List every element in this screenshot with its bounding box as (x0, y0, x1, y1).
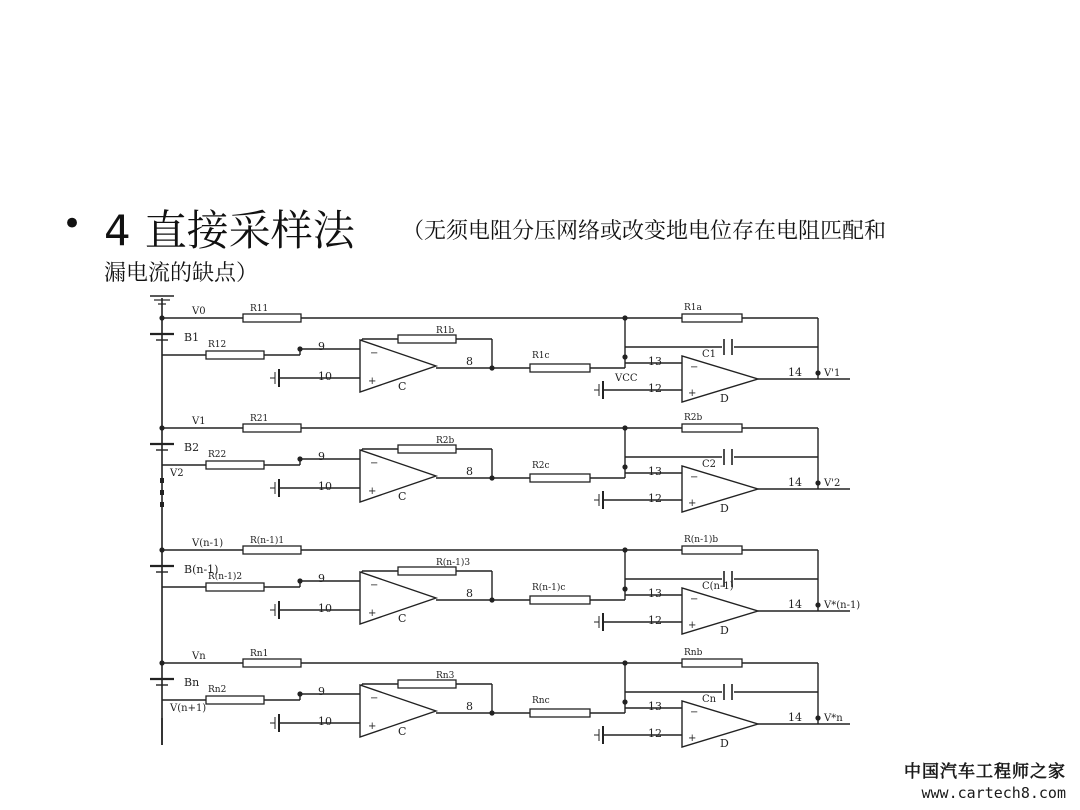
op-amp-plus: + (368, 376, 377, 387)
pin-8-label: 8 (466, 587, 473, 600)
pin-10-label: 10 (318, 602, 332, 615)
op-amp-plus: + (368, 721, 377, 732)
heading-note-line1: （无须电阻分压网络或改变地电位存在电阻匹配和 (402, 219, 887, 244)
heading-number: 4 (104, 206, 131, 255)
op-amp-d-label: D (720, 392, 729, 405)
bullet-marker: • (62, 204, 83, 244)
resistor-out (530, 709, 590, 717)
watermark-site-name: 中国汽车工程师之家 (904, 762, 1066, 782)
op-amp-minus: − (370, 580, 379, 591)
resistor-feedback-c (398, 567, 456, 575)
junction-dot (622, 354, 627, 359)
resistor-a (243, 546, 301, 554)
resistor-feedback-c-label: R2b (436, 436, 455, 446)
sense-voltage-label: V(n+1) (170, 703, 207, 714)
resistor-a (243, 314, 301, 322)
output-voltage-label: V'2 (824, 478, 841, 489)
pin-12-label: 12 (648, 382, 662, 395)
pin-9-label: 9 (318, 572, 325, 585)
junction-dot (489, 710, 494, 715)
pin-9-label: 9 (318, 450, 325, 463)
pin-12-label: 12 (648, 727, 662, 740)
resistor-b-label: R(n-1)2 (208, 572, 243, 582)
resistor-b (206, 696, 264, 704)
pin-14-label: 14 (788, 366, 802, 379)
resistor-out-label: R1c (532, 351, 550, 361)
junction-dot (622, 547, 627, 552)
capacitor-label: C2 (702, 459, 717, 470)
resistor-a-label: R(n-1)1 (250, 536, 285, 546)
battery-label: Bn (184, 676, 200, 689)
heading-text: 直接采样法 (144, 206, 355, 255)
resistor-b-label: R12 (208, 340, 227, 350)
op-amp-plus: + (688, 388, 697, 399)
capacitor-label: C(n-1) (702, 581, 734, 592)
battery-label: B(n-1) (184, 563, 219, 576)
resistor-out-label: R2c (532, 461, 550, 471)
input-voltage-label: V(n-1) (192, 538, 224, 549)
heading-note-line2: 漏电流的缺点） (104, 261, 259, 286)
op-amp-plus: + (368, 486, 377, 497)
continuation-dot (160, 478, 164, 483)
junction-dot (622, 699, 627, 704)
junction-dot (622, 425, 627, 430)
resistor-out-label: R(n-1)c (532, 583, 566, 593)
op-amp-minus: − (690, 472, 699, 483)
output-voltage-label: V*n (824, 713, 843, 724)
pin-13-label: 13 (648, 587, 662, 600)
input-voltage-label: V1 (192, 416, 206, 427)
resistor-a (243, 424, 301, 432)
output-voltage-label: V'1 (824, 368, 841, 379)
op-amp-c-label: C (398, 490, 407, 503)
junction-dot (622, 464, 627, 469)
watermark (904, 757, 1066, 802)
resistor-feedback-d-label: R2b (684, 413, 703, 423)
junction-dot (489, 597, 494, 602)
resistor-feedback-c (398, 335, 456, 343)
pin-14-label: 14 (788, 476, 802, 489)
resistor-feedback-d-label: Rnb (684, 648, 703, 658)
pin-14-label: 14 (788, 711, 802, 724)
resistor-a-label: R21 (250, 414, 269, 424)
continuation-dot (160, 502, 164, 507)
resistor-feedback-d (682, 424, 742, 432)
resistor-feedback-d (682, 314, 742, 322)
junction-dot (297, 691, 302, 696)
op-amp-c-label: C (398, 725, 407, 738)
pin-10-label: 10 (318, 715, 332, 728)
op-amp-plus: + (688, 733, 697, 744)
resistor-feedback-d-label: R(n-1)b (684, 535, 719, 545)
resistor-feedback-c (398, 445, 456, 453)
resistor-feedback-c-label: R1b (436, 326, 455, 336)
resistor-a (243, 659, 301, 667)
vcc-label: VCC (615, 373, 638, 384)
battery-label: B1 (184, 331, 200, 344)
pin-9-label: 9 (318, 340, 325, 353)
resistor-feedback-c-label: R(n-1)3 (436, 558, 471, 568)
output-voltage-label: V*(n-1) (824, 600, 861, 611)
capacitor-label: C1 (702, 349, 717, 360)
resistor-out-label: Rnc (532, 696, 550, 706)
pin-8-label: 8 (466, 465, 473, 478)
continuation-dot (160, 490, 164, 495)
resistor-feedback-d (682, 546, 742, 554)
resistor-out (530, 474, 590, 482)
pin-8-label: 8 (466, 700, 473, 713)
resistor-b (206, 461, 264, 469)
battery-label: B2 (184, 441, 200, 454)
capacitor-label: Cn (702, 694, 717, 705)
resistor-b-label: R22 (208, 450, 227, 460)
op-amp-minus: − (370, 458, 379, 469)
op-amp-d-label: D (720, 737, 729, 750)
op-amp-d-label: D (720, 502, 729, 515)
pin-10-label: 10 (318, 370, 332, 383)
pin-9-label: 9 (318, 685, 325, 698)
pin-13-label: 13 (648, 465, 662, 478)
resistor-feedback-d (682, 659, 742, 667)
op-amp-plus: + (368, 608, 377, 619)
junction-dot (297, 456, 302, 461)
op-amp-d-label: D (720, 624, 729, 637)
resistor-out (530, 364, 590, 372)
pin-14-label: 14 (788, 598, 802, 611)
resistor-a-label: R11 (250, 304, 269, 314)
op-amp-minus: − (690, 594, 699, 605)
resistor-feedback-c-label: Rn3 (436, 671, 455, 681)
op-amp-minus: − (690, 707, 699, 718)
sense-voltage-label: V2 (170, 468, 184, 479)
resistor-out (530, 596, 590, 604)
junction-dot (297, 346, 302, 351)
resistor-b (206, 351, 264, 359)
input-voltage-label: V0 (192, 306, 206, 317)
resistor-feedback-c (398, 680, 456, 688)
resistor-feedback-d-label: R1a (684, 303, 702, 313)
resistor-a-label: Rn1 (250, 649, 269, 659)
op-amp-minus: − (370, 348, 379, 359)
resistor-b-label: Rn2 (208, 685, 227, 695)
op-amp-c-label: C (398, 612, 407, 625)
pin-8-label: 8 (466, 355, 473, 368)
pin-10-label: 10 (318, 480, 332, 493)
junction-dot (489, 475, 494, 480)
resistor-b (206, 583, 264, 591)
pin-13-label: 13 (648, 700, 662, 713)
junction-dot (622, 315, 627, 320)
pin-13-label: 13 (648, 355, 662, 368)
pin-12-label: 12 (648, 492, 662, 505)
junction-dot (297, 578, 302, 583)
input-voltage-label: Vn (192, 651, 206, 662)
op-amp-plus: + (688, 498, 697, 509)
watermark-url: www.cartech8.com (921, 784, 1066, 802)
op-amp-minus: − (690, 362, 699, 373)
op-amp-minus: − (370, 693, 379, 704)
junction-dot (622, 586, 627, 591)
op-amp-plus: + (688, 620, 697, 631)
op-amp-c-label: C (398, 380, 407, 393)
junction-dot (489, 365, 494, 370)
junction-dot (622, 660, 627, 665)
pin-12-label: 12 (648, 614, 662, 627)
